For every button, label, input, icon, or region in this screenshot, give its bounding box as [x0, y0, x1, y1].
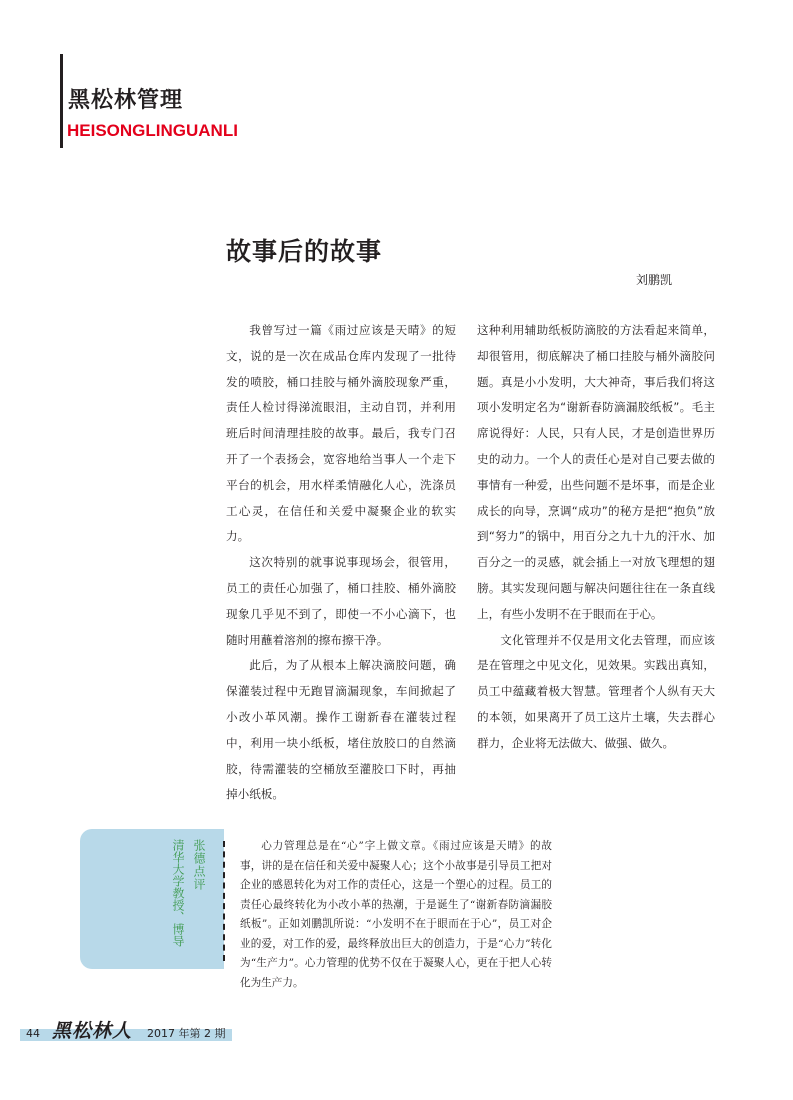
section-subtitle-pinyin: HEISONGLINGUANLI	[67, 121, 238, 140]
paragraph: 这次特别的就事说事现场会，很管用，员工的责任心加强了，桶口挂胶、桶外滴胶现象几乎见不到了，即使一不小心滴下，也随时用蘸着溶剂的擦布擦干净。	[226, 555, 456, 647]
paragraph-continued: 这种利用辅助纸板防滴胶的方法看起来简单，却很管用，彻底解决了桶口挂胶与桶外滴胶问题。真是小小发明，大大神奇，事后我们将这项小发明定名为“谢新春防滴漏胶纸板”。毛主席说得好：人民，只有人民，才是创造世界历史的动力。一个人的责任心是对自己要去做的事情有一种爱，出些问题不是坏事，而是企业成长的向导，烹调“成功”的秘方是把“抱负”放到“努力”的锅中，用百分之九十九的汗水、加百分之一的灵感，就会插上一对放飞理想的翅膀。其实发现问题与解决问题往往在一条直线上，有些小发明不在于眼而在于心。	[477, 323, 715, 621]
paragraph: 文化管理并不仅是用文化去管理，而应该是在管理之中见文化，见效果。实践出真知，员工中蕴藏着极大智慧。管理者个人纵有天大的本领，如果离开了员工这片土壤，失去群心群力，企业将无法做大、做强、做久。	[477, 632, 715, 750]
magazine-logo: 黑松林人	[52, 1020, 133, 1042]
commentary-text	[240, 837, 552, 993]
issue-label: 2017 年第 2 期	[147, 1027, 226, 1040]
article-title: 故事后的故事	[226, 237, 383, 266]
page-number: 44	[26, 1027, 40, 1040]
paragraph: 我曾写过一篇《雨过应该是天晴》的短文，说的是一次在成品仓库内发现了一批待发的喷胶，桶口挂胶与桶外滴胶现象严重，责任人检讨得涕流眼泪，主动自罚，并利用班后时间清理挂胶的故事。最后，我专门召开了一个表扬会，宽容地给当事人一个走下平台的机会，用水样柔情融化人心，洗涤员工心灵，在信任和关爱中凝聚企业的软实力。	[226, 323, 456, 544]
article-column-right	[477, 318, 715, 757]
commenter-name: 张德点评	[192, 839, 206, 891]
commentary-paragraph: 心力管理总是在“心”字上做文章。《雨过应该是天晴》的故事，讲的是在信任和关爱中凝聚人心；这个小故事是引导员工把对企业的感恩转化为对工作的责任心，这是一个塑心的过程。员工的责任心最终转化为小改小革的热潮，于是诞生了“谢新春防滴漏胶纸板”。正如刘鹏凯所说：“小发明不在于眼而在于心”，员工对企业的爱，对工作的爱，最终释放出巨大的创造力，于是“心力”转化为“生产力”。心力管理的优势不仅在于凝聚人心，更在于把人心转化为生产力。	[240, 840, 552, 989]
commenter-title: 清华大学教授、博导	[171, 839, 185, 947]
article-column-left	[226, 318, 456, 808]
commentary-divider	[223, 841, 225, 961]
article-author: 刘鹏凯	[636, 273, 673, 287]
paragraph: 此后，为了从根本上解决滴胶问题，确保灌装过程中无跑冒滴漏现象，车间掀起了小改小革风潮。操作工谢新春在灌装过程中，利用一块小纸板，堵住放胶口的自然滴胶，待需灌装的空桶放至灌胶口下时，再抽掉小纸板。	[226, 658, 456, 802]
section-title: 黑松林管理	[68, 88, 184, 113]
header-rule	[60, 54, 63, 148]
